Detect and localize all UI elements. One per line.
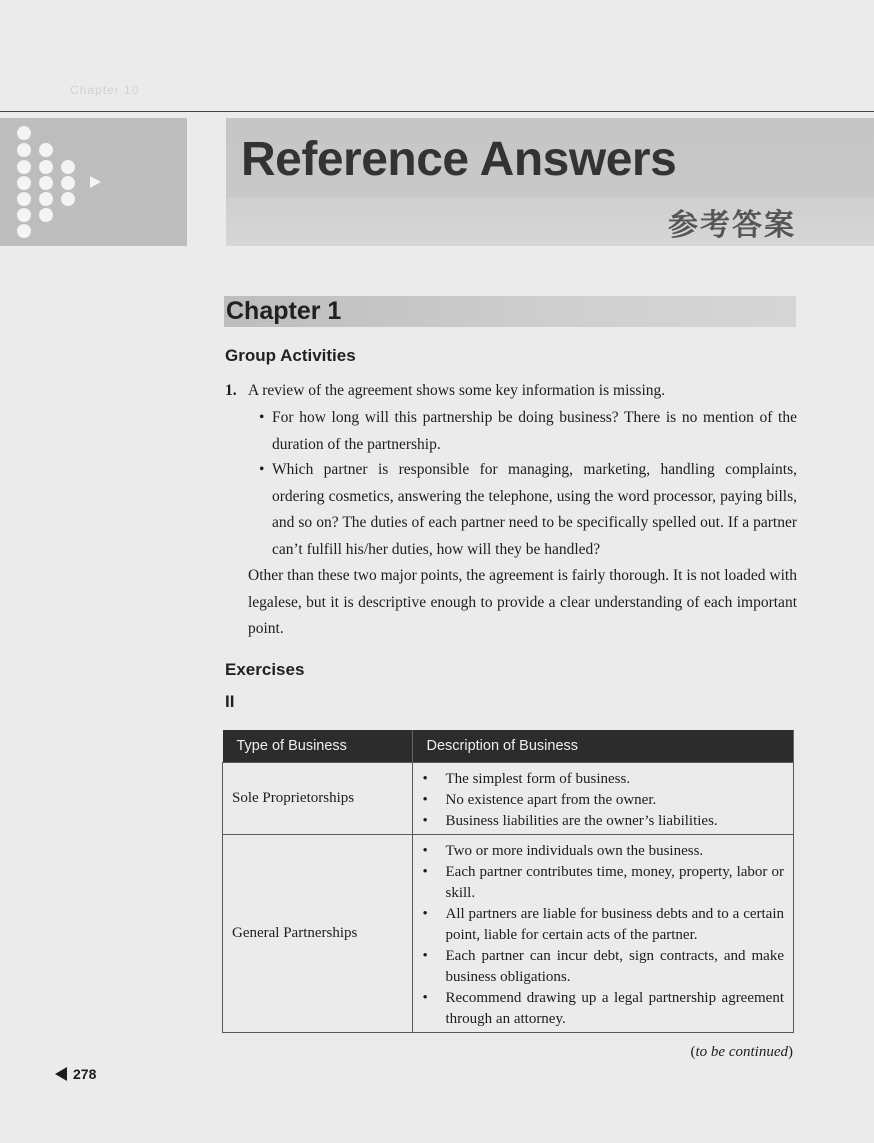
list-item: • Business liabilities are the owner’s liabilities. — [423, 811, 785, 832]
table-row — [223, 835, 794, 1033]
list-item: • Each partner can incur debt, sign contracts, and make business obligations. — [423, 946, 785, 988]
type-cell: General Partnerships — [223, 835, 413, 1033]
continued-paren-open: ( — [690, 1044, 696, 1060]
list-item: • Each partner contributes time, money, property, labor or skill. — [423, 862, 785, 904]
list-item: • Two or more individuals own the business. — [423, 841, 785, 862]
continued-paren-close: ) — [788, 1044, 793, 1060]
arrow-left-icon — [55, 1067, 67, 1081]
description-cell — [412, 835, 794, 1033]
conclusion-paragraph: Other than these two major points, the agreement is fairly thorough. It is not loaded with legalese, but it is descriptive enough to provide a clear understanding of each important point. — [248, 567, 797, 637]
list-item: • Recommend drawing up a legal partnership agreement through an attorney. — [423, 988, 785, 1030]
list-item: • The simplest form of business. — [423, 769, 785, 790]
bullet-2-mark: • — [259, 461, 265, 478]
table-row — [223, 763, 794, 835]
page-number: 278 — [73, 1066, 97, 1082]
page-marker — [55, 1066, 96, 1082]
item-intro: A review of the agreement shows some key information is missing. — [248, 382, 666, 399]
group-activities-heading: Group Activities — [225, 346, 356, 365]
exercises-heading: Exercises — [225, 660, 305, 679]
list-item: • All partners are liable for business debts and to a certain point, liable for certain acts of the partner. — [423, 904, 785, 946]
type-cell: Sole Proprietorships — [223, 763, 413, 835]
bullet-2-text: Which partner is responsible for managing, marketing, handling complaints, ordering cosmetics, answering the telephone, using the word processor, paying bills, and so on? The duties of each partner need to be specifically spelled out. If a partner can’t fulfill his/her duties, how will they be handled? — [272, 461, 797, 558]
table-header-description: Description of Business — [412, 730, 794, 763]
continued-text: to be continued — [695, 1044, 788, 1060]
table-header-type: Type of Business — [223, 730, 413, 763]
bullet-1-mark: • — [259, 409, 265, 426]
page-title-chinese: 参考答案 — [668, 208, 796, 243]
continued-note — [691, 1044, 793, 1061]
description-cell — [412, 763, 794, 835]
chapter-title: Chapter 1 — [226, 297, 342, 325]
bullet-1-text: For how long will this partnership be doing business? There is no mention of the duration of the partnership. — [272, 409, 797, 453]
arrow-right-icon — [90, 176, 101, 188]
header-rule — [0, 111, 874, 112]
list-item: • No existence apart from the owner. — [423, 790, 785, 811]
page-title: Reference Answers — [241, 133, 677, 186]
section-label: II — [225, 692, 235, 711]
business-types-table — [222, 730, 794, 1033]
running-header: Chapter 10 — [70, 83, 140, 97]
item-number: 1. — [225, 382, 237, 399]
